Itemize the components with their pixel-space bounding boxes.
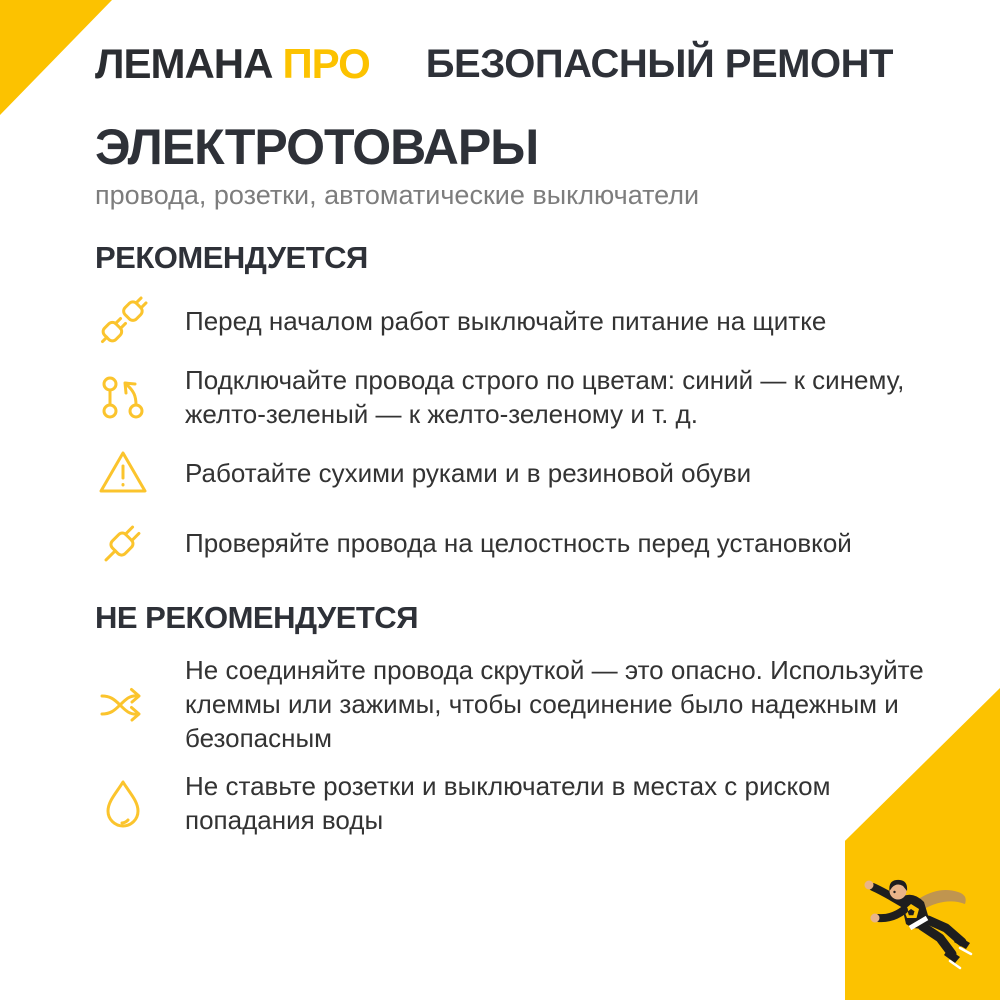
- list-item: [95, 769, 925, 837]
- list-item-text: Не соединяйте провода скруткой — это опасно. Используйте клеммы или зажимы, чтобы соединение было надежным и безопасным: [185, 655, 924, 753]
- list-item-text: Перед началом работ выключайте питание на щитке: [185, 306, 827, 336]
- recommended-list: [95, 293, 925, 571]
- water-drop-icon: [95, 775, 151, 831]
- warning-triangle-icon: [95, 445, 151, 501]
- poster-header-title: БЕЗОПАСНЫЙ РЕМОНТ: [425, 41, 893, 86]
- list-item: [95, 293, 925, 349]
- brand-logo: [95, 40, 370, 88]
- brand-logo-pro: ПРО: [282, 40, 370, 87]
- list-item-text: Проверяйте провода на целостность перед установкой: [185, 528, 852, 558]
- list-item: [95, 653, 925, 755]
- list-item-text: Не ставьте розетки и выключатели в местах с риском попадания воды: [185, 771, 831, 835]
- list-item-text: Работайте сухими руками и в резиновой обуви: [185, 458, 752, 488]
- page-subtitle: провода, розетки, автоматические выключатели: [95, 180, 700, 210]
- page-title: ЭЛЕКТРОТОВАРЫ: [95, 119, 539, 175]
- twisted-wires-icon: [95, 676, 151, 732]
- plug-cable-icon: [95, 515, 151, 571]
- not-recommended-list: [95, 653, 925, 837]
- poster-content: [95, 40, 925, 837]
- header: [95, 40, 925, 88]
- list-item: [95, 515, 925, 571]
- flying-handyman-illustration: [850, 864, 978, 972]
- list-item: [95, 363, 925, 431]
- list-item-text: Подключайте провода строго по цветам: синий — к синему, желто-зеленый — к желто-зеленому и т. д.: [185, 365, 905, 429]
- not-recommended-heading: НЕ РЕКОМЕНДУЕТСЯ: [95, 600, 418, 635]
- wire-colors-icon: [95, 369, 151, 425]
- list-item: [95, 445, 925, 501]
- unplugged-plug-icon: [95, 293, 151, 349]
- brand-logo-word: ЛЕМАНА: [95, 40, 273, 87]
- recommended-heading: РЕКОМЕНДУЕТСЯ: [95, 240, 368, 275]
